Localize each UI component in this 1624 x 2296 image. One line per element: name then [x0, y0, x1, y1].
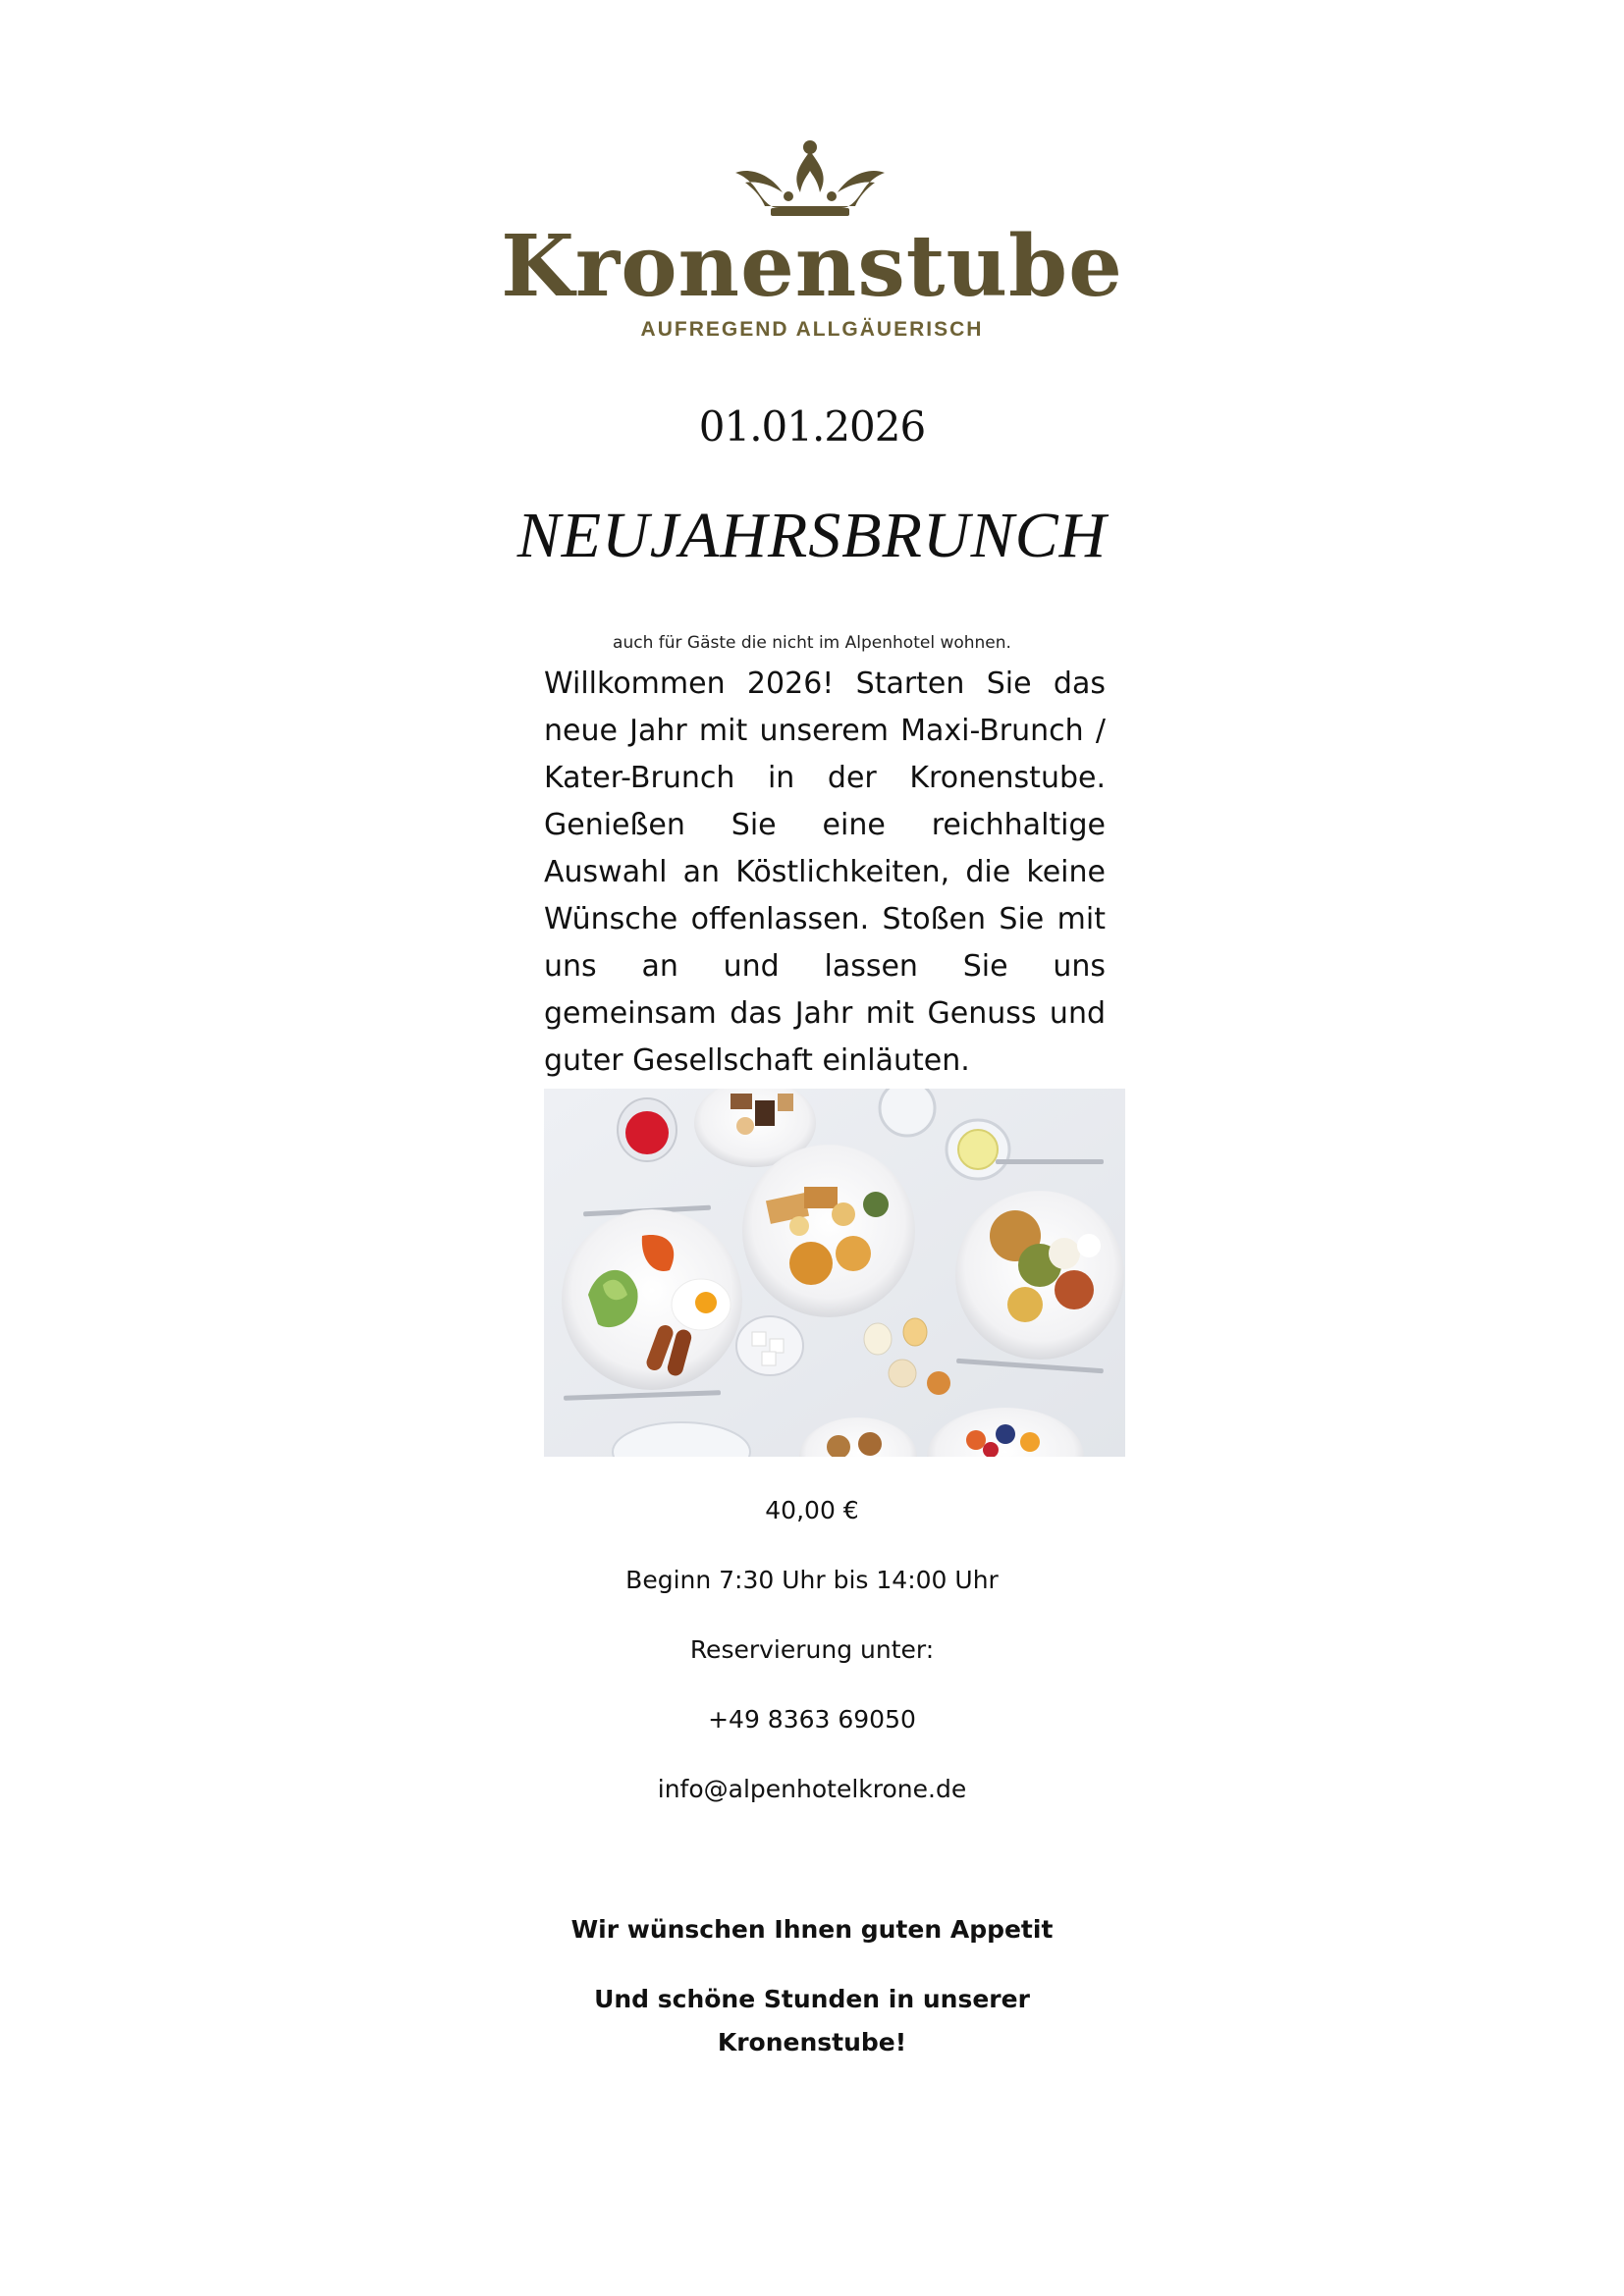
crown-icon — [731, 137, 889, 220]
event-subtitle: auch für Gäste die nicht im Alpenhotel wohnen. — [613, 633, 1011, 653]
email-link[interactable]: info@alpenhotelkrone.de — [657, 1775, 967, 1803]
closing-line-3: Kronenstube! — [717, 2028, 907, 2056]
event-description: Willkommen 2026! Starten Sie das neue Jahr mit unserem Maxi-Brunch / Kater-Brunch in der Kronenstube. Genießen Sie eine reichhaltige Auswahl an Köstlichkeiten, die keine Wünsche offenlassen. Stoßen Sie mit uns an und lassen Sie uns gemeinsam das Jahr mit Genuss und guter Gesellschaft einläuten. — [544, 667, 1106, 1078]
closing-line-2: Und schöne Stunden in unserer — [594, 1985, 1030, 2013]
price: 40,00 € — [765, 1496, 859, 1524]
brunch-table-photo — [544, 1089, 1125, 1457]
reservation-label: Reservierung unter: — [689, 1635, 935, 1664]
event-date: 01.01.2026 — [698, 402, 926, 451]
closing-line-1: Wir wünschen Ihnen guten Appetit — [570, 1915, 1054, 1944]
opening-hours: Beginn 7:30 Uhr bis 14:00 Uhr — [625, 1566, 999, 1594]
phone-number[interactable]: +49 8363 69050 — [708, 1705, 916, 1734]
logo-tagline: AUFREGEND ALLGÄUERISCH — [640, 318, 984, 341]
event-title: NEUJAHRSBRUNCH — [516, 500, 1108, 571]
logo-wordmark: Kronenstube — [501, 217, 1123, 316]
